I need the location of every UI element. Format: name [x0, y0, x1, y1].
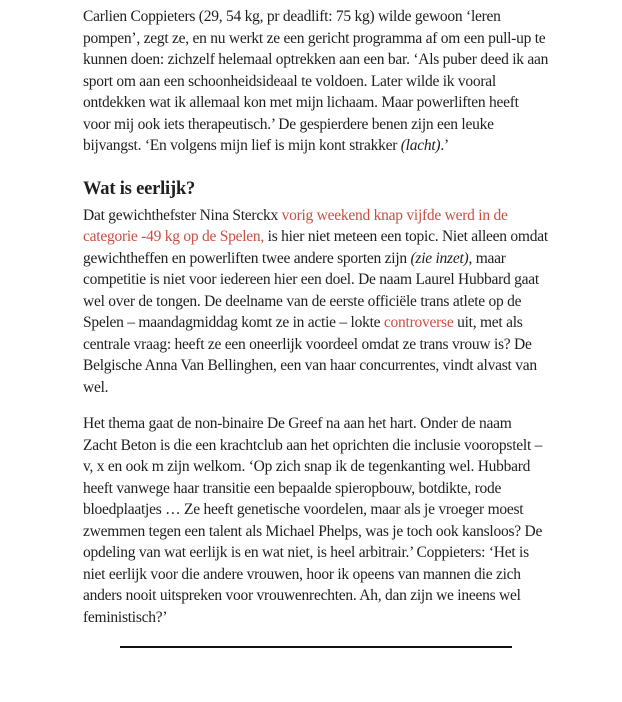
text-run: is hier niet meteen een topic. Niet alleen omdat gewichtheffen en powerliften twee andere sporten zijn	[83, 228, 548, 267]
italic-text-run: (zie inzet)	[410, 249, 469, 267]
text-run: Dat gewichthefster Nina Sterckx	[83, 206, 282, 224]
paragraph-debate	[83, 205, 549, 399]
article-body	[83, 0, 549, 648]
paragraph-intro	[83, 6, 549, 157]
section-divider	[120, 646, 512, 648]
text-run: Carlien Coppieters (29, 54 kg, pr deadlift: 75 kg) wilde gewoon ‘leren pompen’, zegt ze, en nu werkt ze een gericht programma af om een pull-up te kunnen doen: zichzelf helemaal optrekken aan een bar. ‘Als puber deed ik aan sport om aan een schoonheidsideaal te voldoen. Later wilde ik vooral ontdekken wat ik allemaal kon met mijn lichaam. Maar powerliften heeft voor mij ook iets therapeutisch.’ De gespierdere benen zijn een leuke bijvangst. ‘En volgens mijn lief is mijn kont strakker	[83, 8, 549, 154]
paragraph-closing	[83, 413, 549, 628]
italic-text-run: (lacht)	[400, 137, 441, 154]
article-inline-link[interactable]: controverse	[383, 314, 454, 331]
text-run: , maar competitie is niet voor iedereen hier een doel. De naam Laurel Hubbard gaat wel over de tongen. De deelname van de eerste officiële trans atlete op de Spelen – maandagmiddag komt ze in actie – lokte	[83, 249, 539, 331]
section-heading: Wat is eerlijk?	[83, 178, 196, 199]
text-run: Het thema gaat de non-binaire De Greef na aan het hart. Onder de naam Zacht Beton is die een krachtclub aan het oprichten die inclusie vooropstelt – v, x en ook m zijn welkom. ‘Op zich snap ik de tegenkanting wel. Hubbard heeft vanwege haar transitie een bepaalde spieropbouw, botdikte, rode bloedplaatjes … Ze heeft genetische voordelen, maar als je vroeger moest zwemmen tegen een talent als Michael Phelps, was je toch ook kansloos? De opdeling van wat eerlijk is en wat niet, is heel arbitrair.’ Coppieters: ‘Het is niet eerlijk voor die andere vrouwen, hoor ik opeens van mannen die zich anders nooit uitspreken voor vrouwenrechten. Ah, dan zijn we ineens wel feministisch?’	[83, 415, 543, 626]
text-run: .’	[440, 137, 449, 154]
text-run: uit, met als centrale vraag: heeft ze een oneerlijk voordeel omdat ze trans vrouw is? De Belgische Anna Van Bellinghen, een van haar concurrentes, vindt alvast van wel.	[83, 314, 537, 396]
article-inline-link[interactable]: vorig weekend knap vijfde werd in de categorie -49 kg op de Spelen,	[83, 206, 508, 245]
